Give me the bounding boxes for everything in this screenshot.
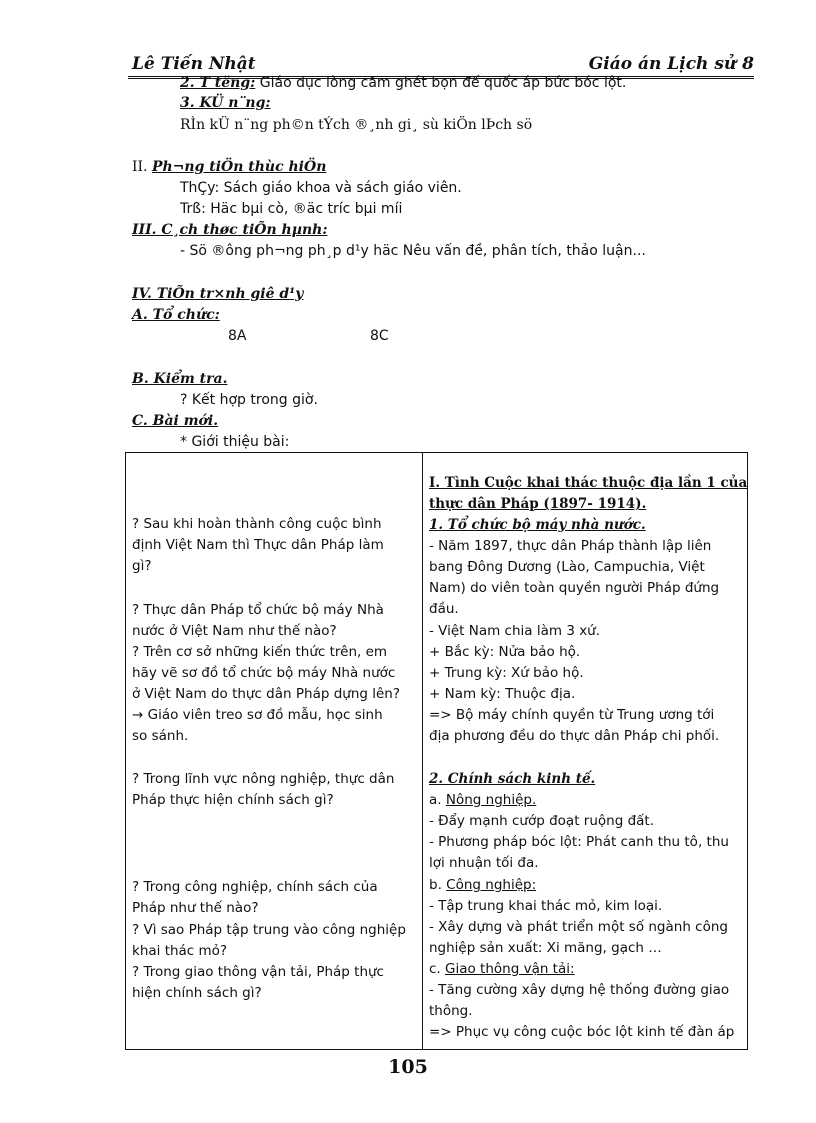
content-line: lợi nhuận tối đa.	[429, 855, 539, 871]
subheading-admin: 1. Tổ chức bộ máy nhà nước.	[429, 517, 646, 533]
question-line: khai thác mỏ?	[132, 943, 228, 959]
question-line: ? Trong công nghiệp, chính sách của	[132, 879, 378, 895]
page-number: 105	[388, 1056, 428, 1078]
section-heading-line: I. Tình Cuộc khai thác thuộc địa lần 1 của	[429, 475, 748, 491]
check-title: B. Kiểm tra.	[132, 371, 228, 387]
class-8a: 8A	[228, 328, 247, 344]
question-line: ? Thực dân Pháp tổ chức bộ máy Nhà	[132, 602, 384, 618]
lesson-intro: * Giới thiệu bài:	[180, 434, 290, 450]
content-line: + Bắc kỳ: Nửa bảo hộ.	[429, 644, 581, 660]
question-line: → Giáo viên treo sơ đồ mẫu, học sinh	[132, 707, 383, 723]
skills-text: RÌn kÜ n¨ng ph©n tÝch ®¸nh gi¸ sù kiÖn lÞch sö	[180, 117, 533, 133]
question-line: định Việt Nam thì Thực dân Pháp làm	[132, 537, 384, 553]
content-line: - Đẩy mạnh cướp đoạt ruộng đất.	[429, 813, 654, 829]
question-line: so sánh.	[132, 728, 189, 744]
question-line: ? Vì sao Pháp tập trung vào công nghiệp	[132, 922, 406, 938]
content-line: đầu.	[429, 601, 459, 617]
question-line: Pháp thực hiện chính sách gì?	[132, 792, 334, 808]
section-2-title	[132, 158, 326, 176]
new-lesson-title: C. Bài mới.	[132, 413, 219, 429]
question-line: ? Sau khi hoàn thành công cuộc bình	[132, 516, 382, 532]
questions-column	[126, 453, 423, 1050]
header-subject: Giáo án Lịch sử 8	[588, 54, 754, 74]
attitude-label: 2. T tëng:	[180, 75, 256, 91]
content-line: - Việt Nam chia làm 3 xứ.	[429, 623, 601, 639]
content-line: - Năm 1897, thực dân Pháp thành lập liên	[429, 538, 712, 554]
question-line: hiện chính sách gì?	[132, 985, 262, 1001]
section-heading-line: thực dân Pháp (1897- 1914).	[429, 496, 647, 512]
content-line: - Tập trung khai thác mỏ, kim loại.	[429, 898, 663, 914]
attitude-text: Giáo dục lòng căm ghét bọn đế quốc áp bức bóc lột.	[255, 75, 627, 91]
agriculture-label: a. Nông nghiệp.	[429, 792, 537, 808]
question-line: ? Trong giao thông vận tải, Pháp thực	[132, 964, 384, 980]
content-line: - Tăng cường xây dựng hệ thống đường giao	[429, 982, 730, 998]
class-8c: 8C	[370, 328, 389, 344]
content-line: - Xây dựng và phát triển một số ngành công	[429, 919, 728, 935]
content-line: + Nam kỳ: Thuộc địa.	[429, 686, 576, 702]
content-line: => Phục vụ công cuộc bóc lột kinh tế đàn áp	[429, 1024, 735, 1040]
content-line: nghiệp sản xuất: Xi măng, gạch …	[429, 940, 662, 956]
content-column	[423, 453, 748, 1050]
check-text: ? Kết hợp trong giờ.	[180, 392, 318, 408]
question-line: ? Trên cơ sở những kiến thức trên, em	[132, 644, 388, 660]
question-line: nước ở Việt Nam như thế nào?	[132, 623, 337, 639]
content-line: => Bộ máy chính quyền từ Trung ương tới	[429, 707, 715, 723]
question-line: gì?	[132, 558, 152, 574]
industry-label: b. Công nghiệp:	[429, 877, 537, 893]
question-line: ? Trong lĩnh vực nông nghiệp, thực dân	[132, 771, 395, 787]
subheading-economy: 2. Chính sách kinh tế.	[429, 771, 596, 787]
question-line: Pháp như thế nào?	[132, 900, 259, 916]
section-2-heading: Ph¬ng tiÖn thùc hiÖn	[151, 159, 327, 175]
student-materials: Trß: Häc bµi cò, ®äc tríc bµi míi	[180, 201, 403, 217]
transport-label: c. Giao thông vận tải:	[429, 961, 575, 977]
content-line: bang Đông Dương (Lào, Campuchia, Việt	[429, 559, 705, 575]
section-2-number: II.	[132, 159, 148, 175]
skills-label: 3. KÜ n¨ng:	[180, 95, 271, 111]
organization-title: A. Tổ chức:	[132, 307, 220, 323]
question-line: ở Việt Nam do thực dân Pháp dựng lên?	[132, 686, 401, 702]
teacher-materials: ThÇy: Sách giáo khoa và sách giáo viên.	[180, 180, 462, 196]
question-line: hãy vẽ sơ đồ tổ chức bộ máy Nhà nước	[132, 665, 396, 681]
section-4-title: IV. TiÕn tr×nh giê d¹y	[132, 286, 304, 302]
section-3-title: III. C¸ch thøc tiÕn hµnh:	[132, 222, 328, 238]
intro-line-attitude	[180, 74, 626, 92]
content-line: + Trung kỳ: Xứ bảo hộ.	[429, 665, 584, 681]
header-author: Lê Tiến Nhật	[132, 54, 256, 74]
method-text: - Sö ®ông ph¬ng ph¸p d¹y häc Nêu vấn đề, phân tích, thảo luận...	[180, 243, 646, 259]
lesson-table	[125, 452, 748, 1050]
content-line: - Phương pháp bóc lột: Phát canh thu tô, thu	[429, 834, 729, 850]
content-line: địa phương đều do thực dân Pháp chi phối.	[429, 728, 720, 744]
content-line: thông.	[429, 1003, 473, 1019]
content-line: Nam) do viên toàn quyền người Pháp đứng	[429, 580, 720, 596]
